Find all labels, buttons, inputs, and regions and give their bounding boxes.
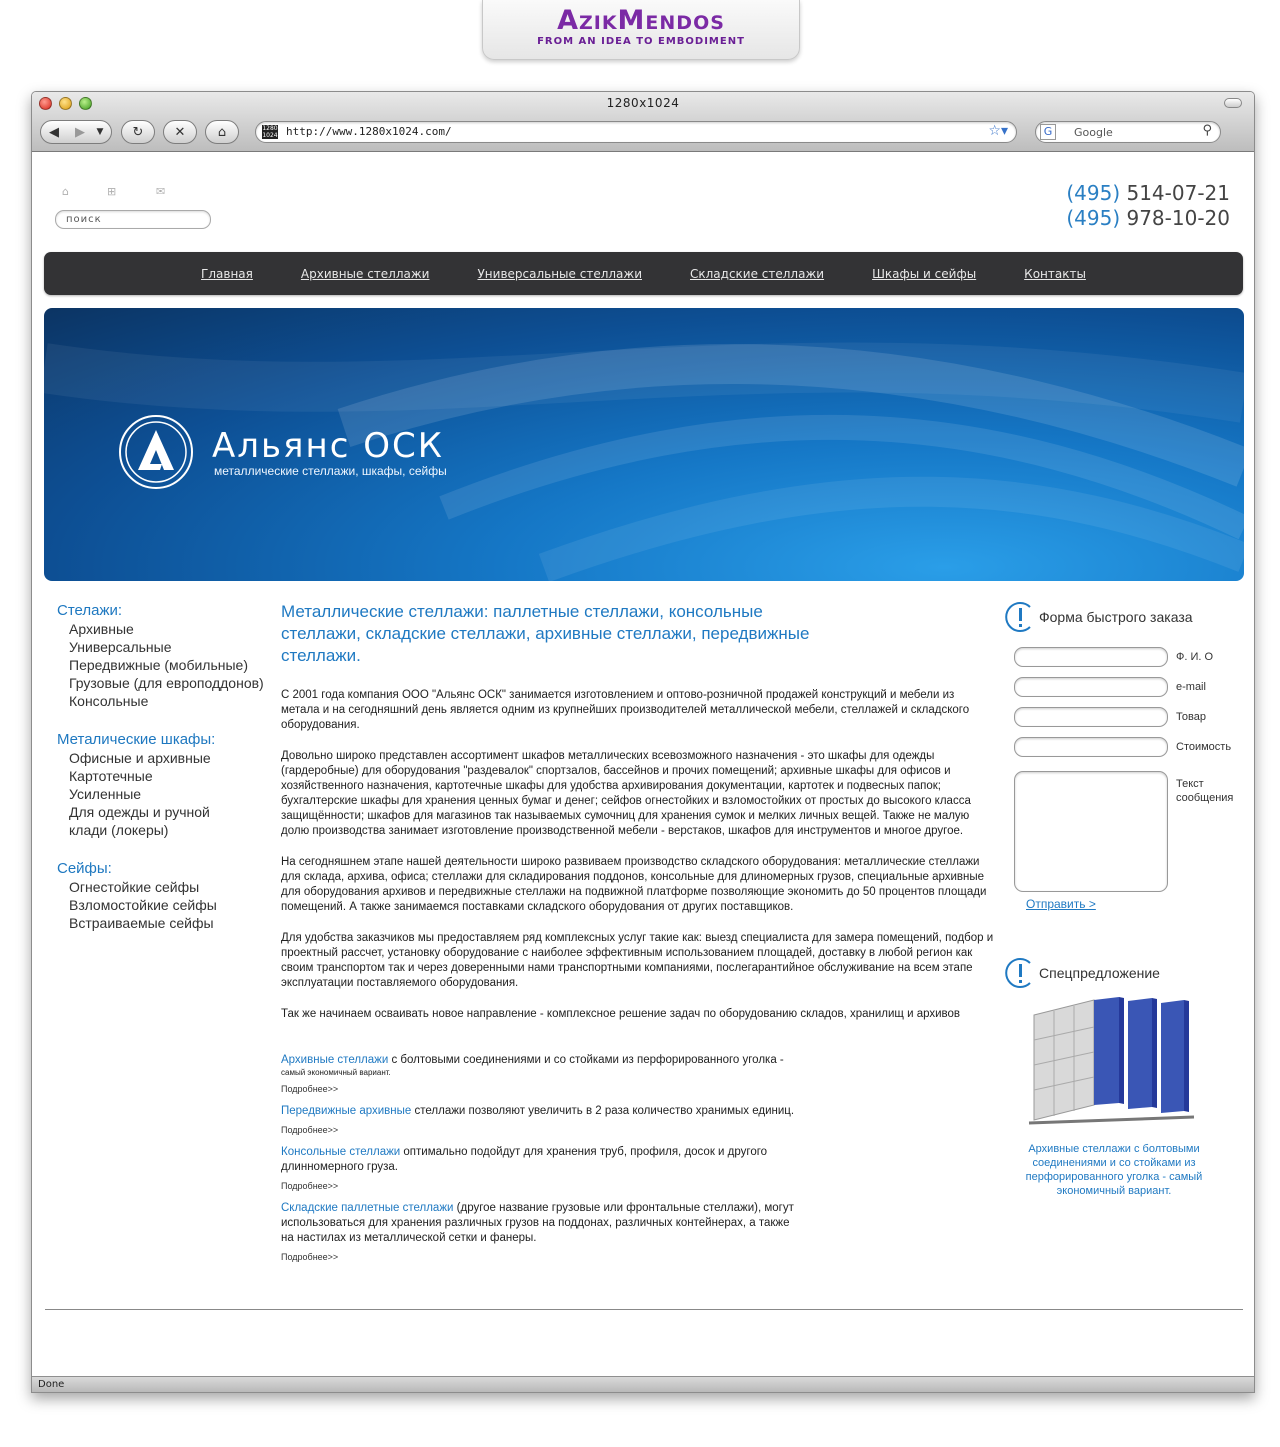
sitemap-icon[interactable]: ⊞ xyxy=(107,185,117,198)
phone-line-2 xyxy=(1066,206,1230,231)
body-paragraph: Для удобства заказчиков мы предоставляем ряд комплексных услуг такие как: выезд специалиста для замера помещений, подбор и проектный рассчет, установку оборудование с наиболее эффективным использованием площадей, доставку в любой регион как своим транспортом так и через доверенными нами транспортными компаниями, послегарантийное обслуживание на всем этапе эксплуатации поставляемого оборудования. xyxy=(281,932,994,989)
category-sidebar xyxy=(57,601,267,952)
forward-arrow-icon[interactable]: ▶ xyxy=(75,124,85,140)
message-textarea[interactable] xyxy=(1014,771,1168,892)
price-field[interactable] xyxy=(1014,737,1168,757)
nav-cabinets-safes[interactable]: Шкафы и сейфы xyxy=(872,266,977,281)
nav-archive-shelves[interactable]: Архивные стеллажи xyxy=(300,266,430,281)
bookmark-star-icon[interactable]: ☆▾ xyxy=(988,123,1008,139)
form-row-price xyxy=(1004,737,1244,771)
sidebar-item[interactable]: Огнестойкие сейфы xyxy=(69,879,200,895)
browser-toolbar xyxy=(32,92,1254,152)
more-link[interactable]: Подробнее>> xyxy=(281,1252,339,1262)
feature-note: самый экономичный вариант. xyxy=(281,1068,391,1077)
history-dropdown-icon[interactable]: ▼ xyxy=(96,127,104,137)
feature-item xyxy=(281,1145,801,1191)
web-page xyxy=(32,153,1254,1376)
sidebar-group-title[interactable]: Сейфы: xyxy=(57,860,112,877)
info-exclamation-icon xyxy=(1004,601,1036,633)
mail-icon[interactable]: ✉ xyxy=(156,185,166,198)
site-search-input[interactable]: поиск xyxy=(55,210,211,229)
phone-block xyxy=(1066,181,1230,231)
sidebar-item[interactable]: Грузовые (для европоддонов) xyxy=(69,675,264,691)
form-row-email xyxy=(1004,677,1244,707)
special-offer-header xyxy=(1004,957,1244,993)
sidebar-group-title[interactable]: Стелажи: xyxy=(57,602,123,619)
submit-order-button[interactable]: Отправить > xyxy=(1026,897,1096,911)
reload-button[interactable] xyxy=(121,120,155,144)
body-paragraph: Так же начинаем осваивать новое направление - комплексное решение задач по оборудованию складов, хранилищ и архивов xyxy=(281,1008,961,1020)
feature-description: с болтовыми соединениями и со стойками из перфорированного уголка - xyxy=(388,1054,784,1066)
stop-icon: ✕ xyxy=(174,124,186,140)
sidebar-group-title[interactable]: Металические шкафы: xyxy=(57,731,216,748)
reload-icon: ↻ xyxy=(132,124,144,140)
sidebar-item[interactable]: Офисные и архивные xyxy=(69,750,211,766)
browser-search-field[interactable] xyxy=(1035,121,1221,143)
name-field[interactable] xyxy=(1014,647,1168,667)
special-offer-caption[interactable]: Архивные стеллажи с болтовыми соединениями и со стойками из перфорированного уголка - самый экономичный вариант. xyxy=(1025,1143,1203,1197)
feature-link[interactable]: Консольные стеллажи xyxy=(281,1146,401,1158)
right-column xyxy=(1004,601,1244,1198)
home-button[interactable] xyxy=(205,120,239,144)
brand-title: AzikMendos xyxy=(557,5,725,36)
order-form-title: Форма быстрого заказа xyxy=(1039,609,1193,625)
browser-window xyxy=(31,91,1255,1393)
feature-description: оптимально подойдут для хранения труб, профиля, досок и другого длинномерного груза. xyxy=(281,1146,768,1173)
nav-warehouse-shelves[interactable]: Складские стеллажи xyxy=(690,266,825,281)
body-paragraph: На сегодняшнем этапе нашей деятельности широко развиваем производство складского оборудования: металлические стеллажи для склада, архива, офиса; стеллажи для складирования поддонов, консольные для длиномерных грузов, специальные архивные для оборудования архивов и передвижные стеллажи на подвижной платформе позволяющие экономить до 50 процентов площади помещений. А также занимаемся поставками складского оборудования от других поставщиков. xyxy=(281,856,987,913)
sidebar-group-cabinets xyxy=(57,730,267,839)
form-row-message xyxy=(1004,771,1244,897)
feature-link[interactable]: Складские паллетные стеллажи xyxy=(281,1202,454,1214)
field-label: e-mail xyxy=(1176,681,1206,693)
feature-link[interactable]: Передвижные архивные xyxy=(281,1105,412,1117)
feature-description: стеллажи позволяют увеличить в 2 раза количество хранимых единиц. xyxy=(411,1105,795,1117)
phone-number: 978-10-20 xyxy=(1126,206,1230,230)
page-title: Металлические стеллажи: паллетные стеллажи, консольные стеллажи, складские стеллажи, архивные стеллажи, передвижные стеллажи. xyxy=(281,602,810,665)
nav-home[interactable]: Главная xyxy=(201,266,253,281)
toolbar-toggle-button[interactable] xyxy=(1224,98,1242,108)
feature-item xyxy=(281,1053,801,1094)
site-favicon-icon: 1280 1024 xyxy=(262,125,278,139)
phone-line-1 xyxy=(1066,181,1230,206)
email-field[interactable] xyxy=(1014,677,1168,697)
google-icon[interactable]: G xyxy=(1040,124,1056,140)
order-form-header xyxy=(1004,601,1244,637)
hero-banner xyxy=(44,308,1244,581)
sidebar-group-safes xyxy=(57,859,267,932)
special-offer-title: Спецпредложение xyxy=(1039,965,1160,981)
magnifier-icon[interactable]: ⚲ xyxy=(1202,123,1212,138)
field-label: Текст сообщения xyxy=(1176,778,1234,804)
feature-text xyxy=(281,1053,801,1068)
phone-number: 514-07-21 xyxy=(1126,181,1230,205)
phone-code: (495) xyxy=(1066,206,1121,230)
sidebar-item[interactable]: Встраиваемые сейфы xyxy=(69,915,214,931)
footer-divider xyxy=(45,1309,1243,1310)
field-label: Товар xyxy=(1176,711,1206,723)
feature-item xyxy=(281,1104,801,1135)
main-content xyxy=(281,601,996,1272)
sidebar-group-shelves xyxy=(57,601,267,710)
address-bar[interactable] xyxy=(255,121,1017,143)
form-row-name xyxy=(1004,647,1244,677)
status-bar: Done xyxy=(32,1376,1254,1392)
brand-subtitle: FROM AN IDEA TO EMBODIMENT xyxy=(537,36,745,47)
stop-button[interactable] xyxy=(163,120,197,144)
back-arrow-icon[interactable]: ◀ xyxy=(49,124,59,140)
body-paragraph: Довольно широко представлен ассортимент шкафов металлических всевозможного назначения - это шкафы для одежды (гардеробные) для оборудования "раздевалок" спортзалов, бассейнов и прочих помещений; архивные шкафы для офисов и хозяйственного назначения, картотечные шкафы для удобства архивирования документации, картотек и подвесных папок; бухгалтерские шкафы для хранения ценных бумаг и денег; сейфов огнестойких и взломостойких от простых до высокого класса защищённости; шкафов для магазинов так называемых сумочниц для хранения сумок и мелких личных вещей. Также не малую долю производства занимает изготовление производственной мебели - верстаков, шкафов для инструментов и многое другое. xyxy=(281,750,971,837)
field-label: Ф. И. О xyxy=(1176,651,1214,663)
more-link[interactable]: Подробнее>> xyxy=(281,1125,339,1135)
home-icon[interactable]: ⌂ xyxy=(62,185,69,198)
feature-text xyxy=(281,1104,801,1119)
company-logo-icon xyxy=(118,414,194,490)
form-row-product xyxy=(1004,707,1244,737)
nav-contacts[interactable]: Контакты xyxy=(1024,266,1086,281)
back-forward-group xyxy=(40,120,112,144)
sidebar-item[interactable]: Универсальные xyxy=(69,639,172,655)
feature-text xyxy=(281,1145,771,1175)
feature-description: (другое название грузовые или фронтальные стеллажи), могут использоваться для хранения различных грузов на поддонах, различных контейнерах, а также на настилах из металлической сетки и фанеры. xyxy=(281,1202,794,1244)
sidebar-item[interactable]: Для одежды и ручной клади (локеры) xyxy=(69,804,210,838)
more-link[interactable]: Подробнее>> xyxy=(281,1181,339,1191)
sidebar-item[interactable]: Архивные xyxy=(69,621,134,637)
nav-universal-shelves[interactable]: Универсальные стеллажи xyxy=(477,266,642,281)
field-label: Стоимость xyxy=(1176,741,1232,753)
company-tagline: металлические стеллажи, шкафы, сейфы xyxy=(214,464,447,478)
company-name: Альянс ОСК xyxy=(212,426,444,466)
info-exclamation-icon xyxy=(1004,957,1036,989)
product-field[interactable] xyxy=(1014,707,1168,727)
phone-code: (495) xyxy=(1066,181,1121,205)
sidebar-item[interactable]: Взломостойкие сейфы xyxy=(69,897,217,913)
sidebar-item[interactable]: Консольные xyxy=(69,693,149,709)
sidebar-item[interactable]: Передвижные (мобильные) xyxy=(69,657,248,673)
window-title: 1280x1024 xyxy=(606,96,680,110)
feature-item xyxy=(281,1201,801,1262)
feature-list xyxy=(281,1053,801,1262)
main-navigation xyxy=(44,252,1243,295)
sidebar-item[interactable]: Картотечные xyxy=(69,768,153,784)
more-link[interactable]: Подробнее>> xyxy=(281,1084,339,1094)
mobile-shelving-image[interactable] xyxy=(1024,995,1204,1135)
brand-badge xyxy=(482,0,800,60)
browser-search-placeholder: Google xyxy=(1074,126,1113,139)
feature-link[interactable]: Архивные стеллажи xyxy=(281,1054,389,1066)
body-paragraph: С 2001 года компания ООО "Альянс ОСК" занимается изготовлением и оптово-розничной продажей конструкций и мебели из метала и на сегодняшний день является одним из крупнейших производителей металлической мебели, стеллажей и складского оборудования. xyxy=(281,689,970,731)
address-url[interactable]: http://www.1280x1024.com/ xyxy=(286,125,452,138)
feature-text xyxy=(281,1201,801,1246)
home-icon: ⌂ xyxy=(217,124,227,140)
sidebar-item[interactable]: Усиленные xyxy=(69,786,142,802)
